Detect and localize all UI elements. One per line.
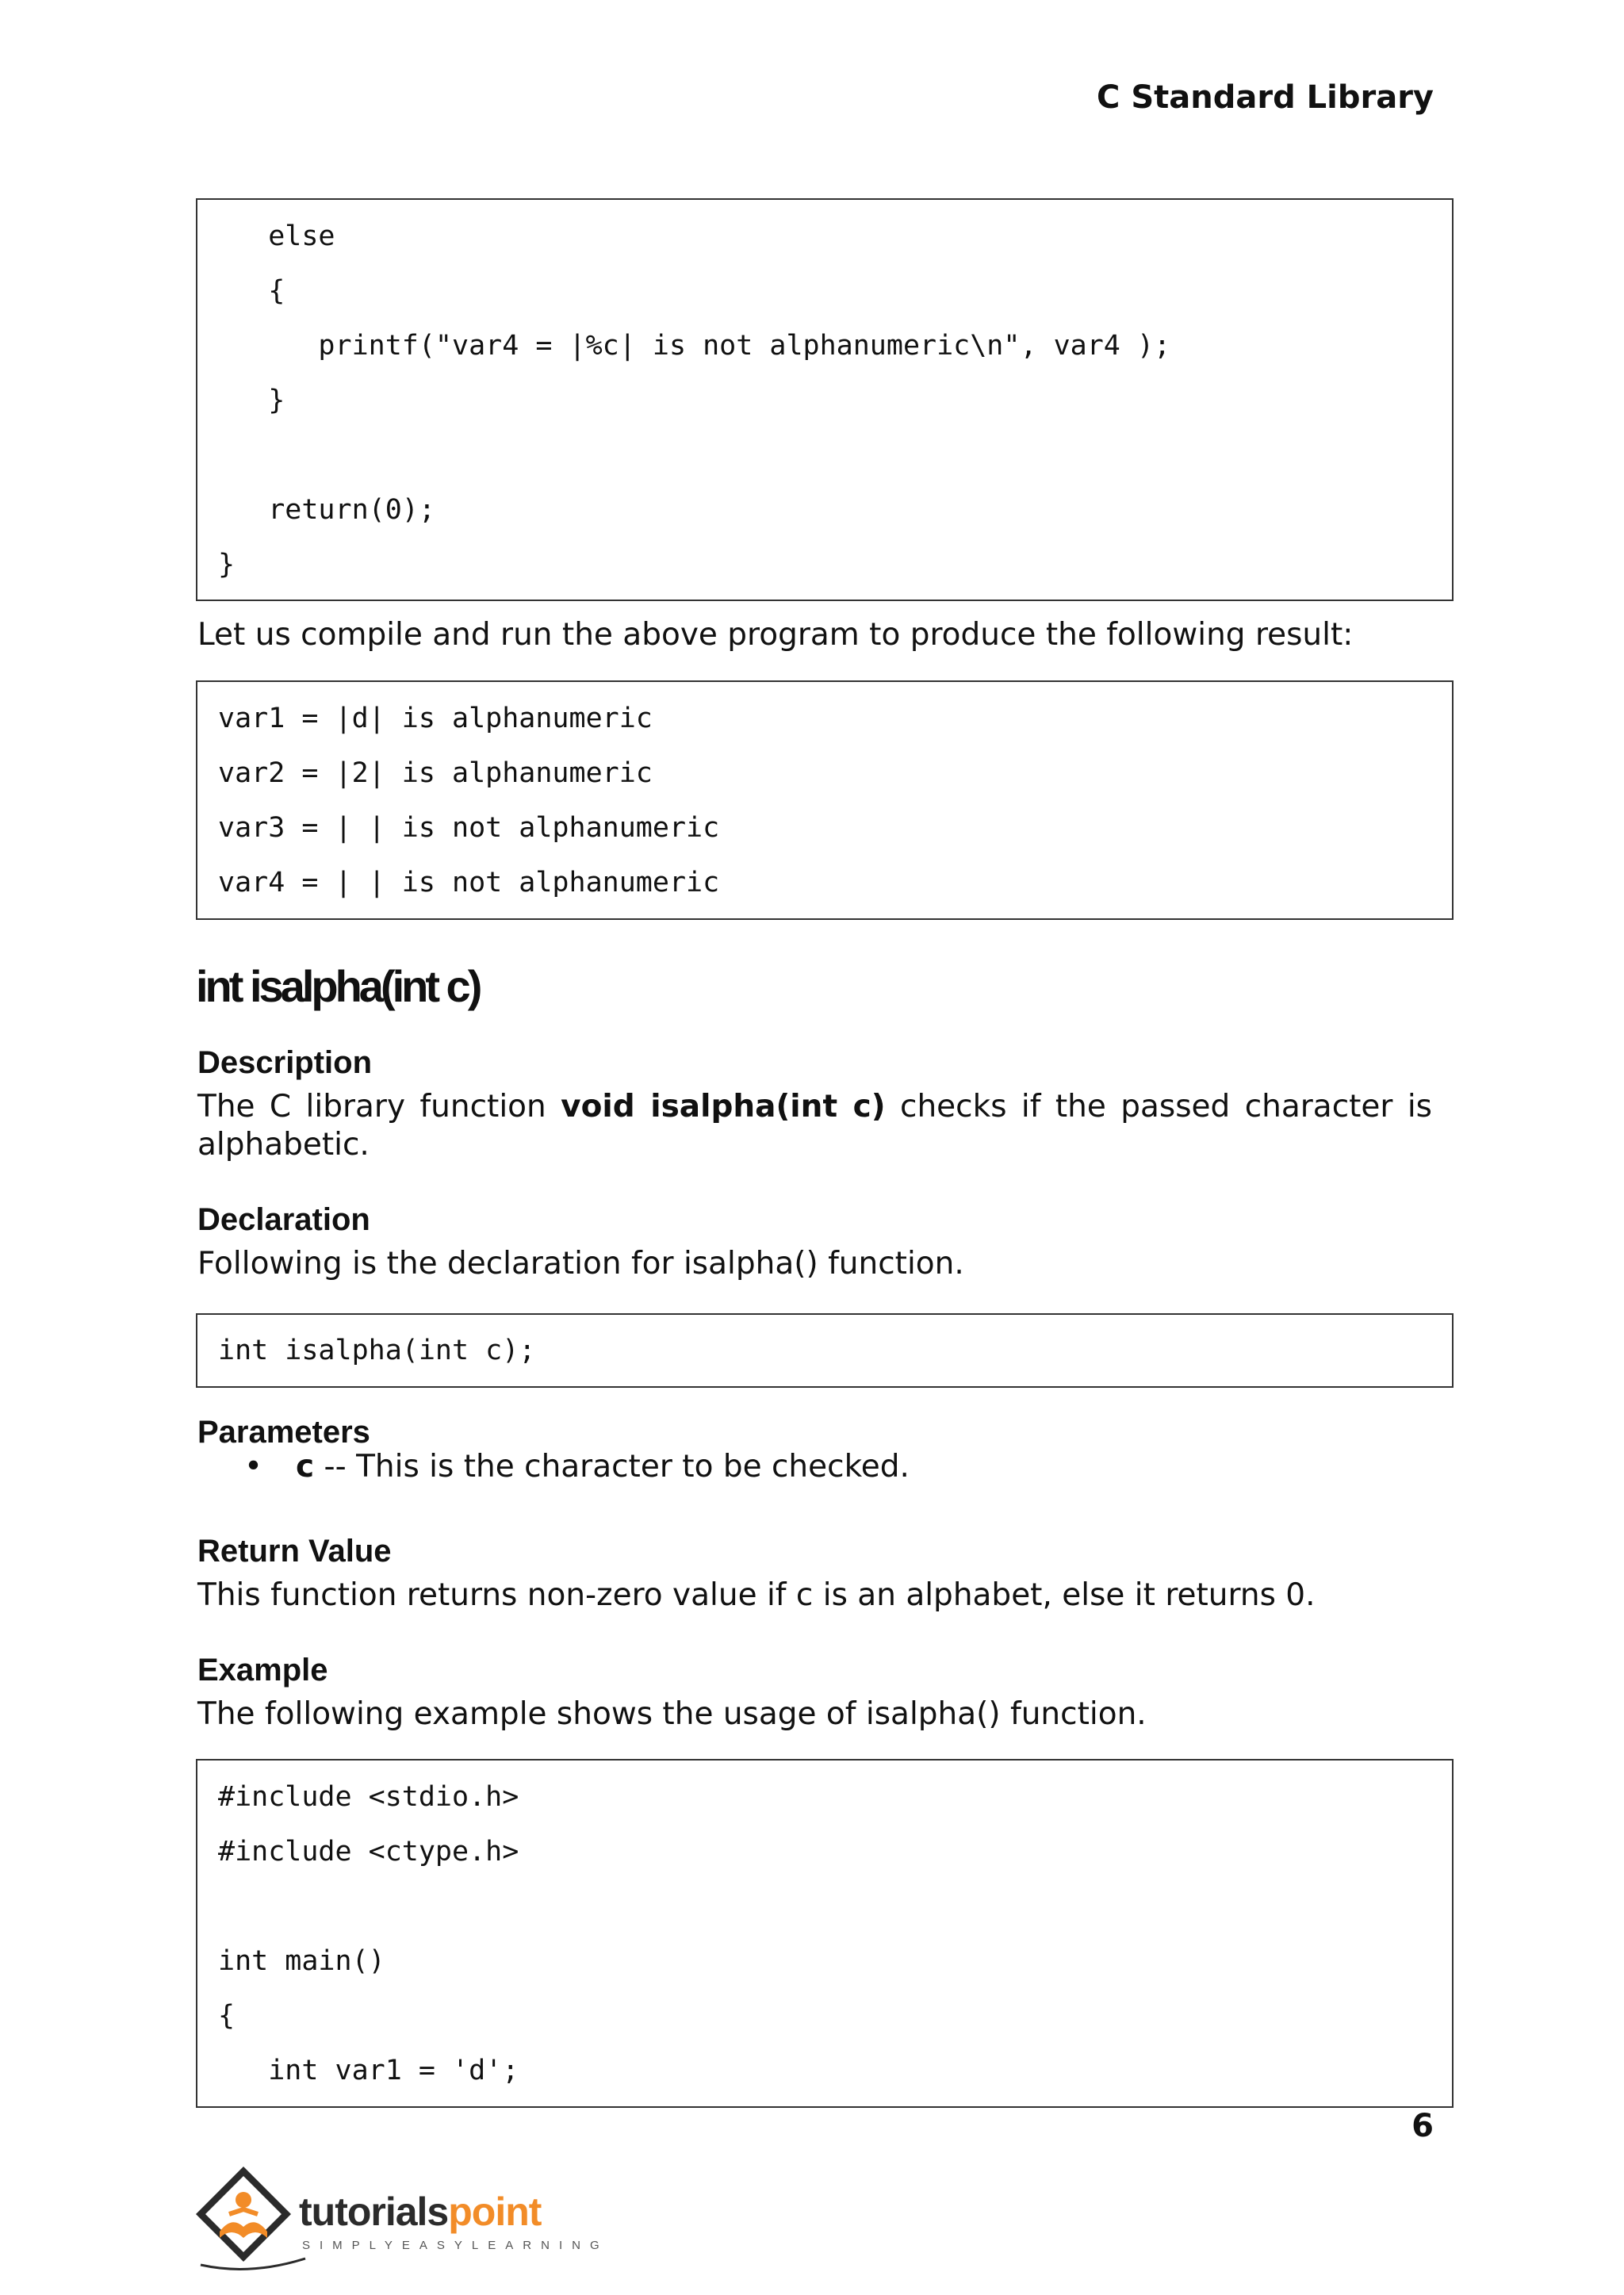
output-line: var4 = | | is not alphanumeric (218, 867, 720, 898)
tutorialspoint-logo (194, 2165, 609, 2276)
code-line: { (218, 2000, 236, 2032)
svg-text:tutorialspoint (299, 2190, 542, 2234)
return-value-heading: Return Value (197, 1534, 392, 1569)
code-line: int isalpha(int c); (218, 1335, 536, 1366)
code-line: #include <ctype.h> (218, 1836, 519, 1868)
code-line: int var1 = 'd'; (218, 2055, 519, 2086)
bullet-dot: • (244, 1449, 263, 1485)
page-number: 6 (1411, 2108, 1434, 2144)
logo-diamond-inner (205, 2176, 282, 2252)
description-line-1 (197, 1086, 1432, 1128)
description-prefix: The C library function (197, 1089, 546, 1125)
running-header: C Standard Library (1097, 79, 1434, 116)
code-line: else (218, 220, 335, 252)
parameters-heading: Parameters (197, 1415, 370, 1450)
example-text: The following example shows the usage of isalpha() function. (197, 1696, 1147, 1732)
parameter-item (244, 1446, 910, 1488)
code-block-continuation (196, 198, 1454, 601)
logo-swoosh (201, 2259, 305, 2269)
section-title: int isalpha(int c) (196, 961, 480, 1011)
example-code-block (196, 1759, 1454, 2108)
output-block (196, 680, 1454, 920)
code-line: #include <stdio.h> (218, 1781, 519, 1813)
output-line: var1 = |d| is alphanumeric (218, 703, 653, 734)
declaration-heading: Declaration (197, 1202, 370, 1237)
description-heading: Description (197, 1045, 373, 1080)
function-signature: void isalpha(int c) (561, 1089, 886, 1125)
code-line: } (218, 385, 285, 416)
code-line: return(0); (218, 494, 435, 526)
logo-brand-accent: point (448, 2190, 542, 2234)
logo-tagline: SIMPLYEASYLEARNING (302, 2239, 609, 2252)
logo-head-icon (236, 2192, 251, 2208)
example-heading: Example (197, 1653, 328, 1688)
return-value-text: This function returns non-zero value if c is an alphabet, else it returns 0. (197, 1577, 1316, 1613)
description-line-2: alphabetic. (197, 1127, 370, 1163)
code-line: { (218, 275, 285, 307)
code-line: printf("var4 = |%c| is not alphanumeric\n", var4 ); (218, 330, 1171, 362)
description-suffix: checks if the passed character is (900, 1089, 1433, 1125)
intro-text: Let us compile and run the above program to produce the following result: (197, 617, 1354, 653)
declaration-code-block (196, 1313, 1454, 1388)
logo-brand-dark: tutorials (299, 2190, 449, 2234)
declaration-text: Following is the declaration for isalpha() function. (197, 1246, 964, 1282)
parameter-name: c (296, 1449, 315, 1485)
parameter-description: -- This is the character to be checked. (314, 1449, 910, 1485)
output-line: var3 = | | is not alphanumeric (218, 812, 720, 844)
code-line: } (218, 549, 236, 580)
output-line: var2 = |2| is alphanumeric (218, 757, 653, 789)
code-line: int main() (218, 1945, 385, 1977)
